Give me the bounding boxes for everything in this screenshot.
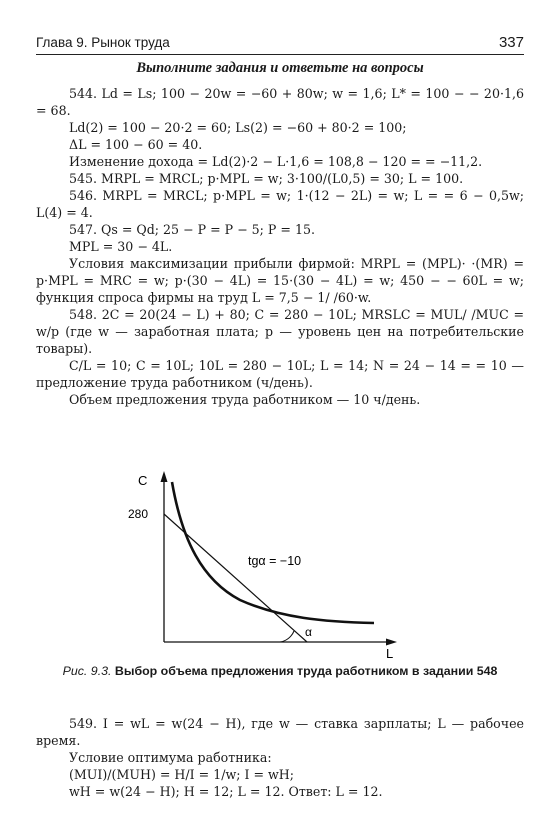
angle-arc xyxy=(280,631,294,642)
y-intercept-label: 280 xyxy=(128,507,149,521)
angle-label: α xyxy=(305,625,312,639)
indifference-curve xyxy=(172,482,374,623)
caption-text: Выбор объема предложения труда работником в задании 548 xyxy=(114,664,498,678)
answer-544-line3: ΔL = 100 − 60 = 40. xyxy=(69,137,203,152)
caption-label: Рис. 9.3. xyxy=(62,664,112,678)
answer-549-line1: 549. I = wL = w(24 − H), где w — ставка зарплаты; L — рабочее время. xyxy=(36,716,524,748)
answer-549-line3: (MUI)/(MUH) = H/I = 1/w; I = wH; xyxy=(69,767,295,782)
answer-546: 546. MRPL = MRCL; p·MPL = w; 1·(12 − 2L) = w; L = = 6 − 0,5w; L(4) = 4. xyxy=(36,188,524,220)
answer-549-line2: Условие оптимума работника: xyxy=(69,750,272,765)
answer-547-line3: Условия максимизации прибыли фирмой: MRPL = (MPL)· ·(MR) = p·MPL = MRC = w; p·(30 − 4L) = 15·(30 − 4L) = w; 450 − − 60L = w; функция спроса фирмы на труд L = 7,5 − 1/ /60·w. xyxy=(36,256,524,305)
running-header xyxy=(36,34,524,51)
y-axis-arrow xyxy=(161,471,168,482)
figure-caption xyxy=(60,663,500,679)
answer-547-line1: 547. Qs = Qd; 25 − P = P − 5; P = 15. xyxy=(69,222,315,237)
answer-549-line4: wH = w(24 − H); H = 12; L = 12. Ответ: L = 12. xyxy=(69,784,383,799)
page-number: 337 xyxy=(498,34,524,51)
answer-545: 545. MRPL = MRCL; p·MPL = w; 3·100/(L0,5) = 30; L = 100. xyxy=(69,171,464,186)
answer-548-line2: C/L = 10; C = 10L; 10L = 280 − 10L; L = 14; N = 24 − 14 = = 10 — предложение труда работником (ч/день). xyxy=(36,358,524,390)
x-axis-label: L xyxy=(386,646,394,660)
x-axis-arrow xyxy=(386,639,397,646)
chapter-title: Глава 9. Рынок труда xyxy=(36,35,170,50)
answer-548-line1: 548. 2C = 20(24 − L) + 80; C = 280 − 10L; MRSLC = MUL/ /MUC = w/p (где w — заработная плата; p — уровень цен на потребительские товары). xyxy=(36,307,524,356)
y-axis-label: C xyxy=(138,473,148,488)
header-rule xyxy=(36,54,524,55)
answer-544-line1: 544. Ld = Ls; 100 − 20w = −60 + 80w; w = 1,6; L* = 100 − − 20·1,6 = 68. xyxy=(36,86,524,118)
answer-544-line2: Ld(2) = 100 − 20·2 = 60; Ls(2) = −60 + 80·2 = 100; xyxy=(69,120,407,135)
section-title: Выполните задания и ответьте на вопросы xyxy=(136,60,424,76)
figure-9-3 xyxy=(120,460,420,660)
answer-547-line2: MPL = 30 − 4L. xyxy=(69,239,173,254)
answer-548-line3: Объем предложения труда работником — 10 ч/день. xyxy=(69,392,421,407)
answers-block-1 xyxy=(36,85,524,408)
slope-label: tgα = −10 xyxy=(248,554,302,568)
answers-block-2 xyxy=(36,715,524,800)
answer-544-line4: Изменение дохода = Ld(2)·2 − L·1,6 = 108,8 − 120 = = −11,2. xyxy=(69,154,483,169)
